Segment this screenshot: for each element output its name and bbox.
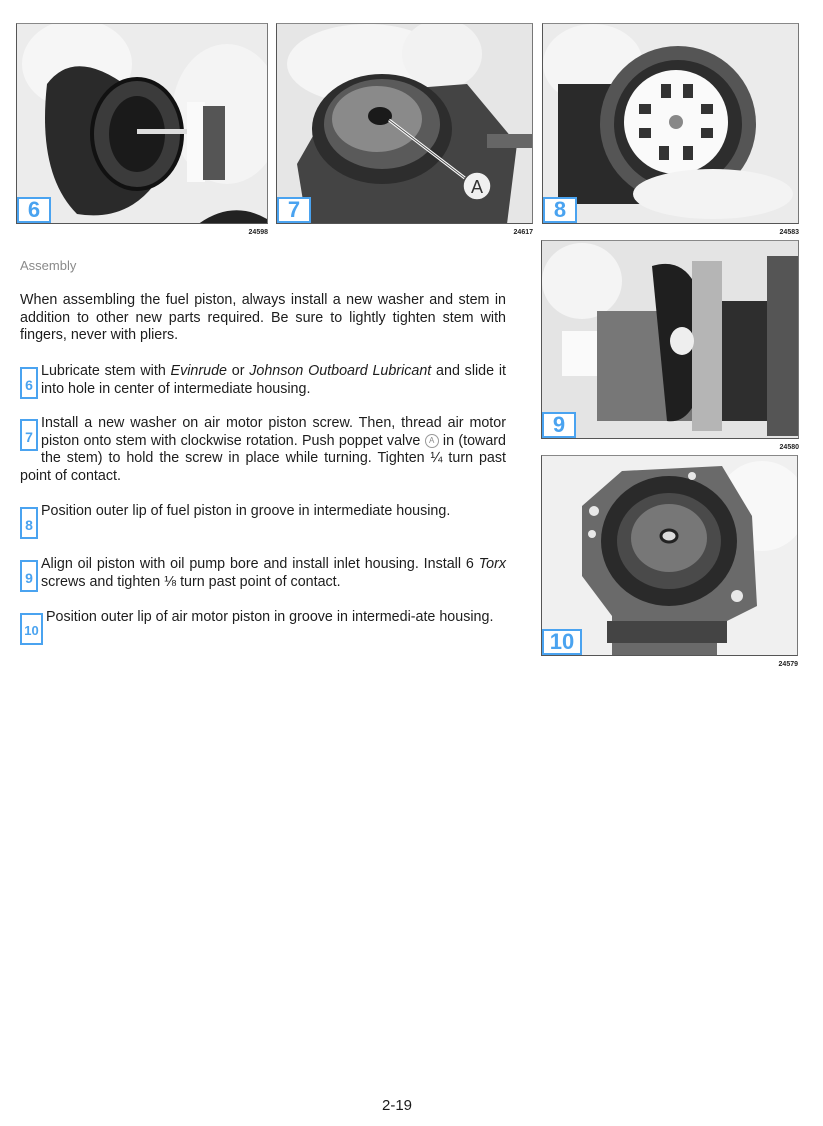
figure-badge: 10 [542,629,582,655]
figure-10-photo [541,455,798,656]
photo-fuel-piston-icon [543,24,799,224]
photo-inlet-housing-icon [542,241,799,439]
section-heading: Assembly [20,258,77,273]
figure-badge: 8 [543,197,577,223]
step-7 [20,415,506,485]
callout-a-icon: A [425,434,439,448]
step-6 [20,363,506,399]
figure-6 [16,23,268,238]
callout-a: A [470,177,484,197]
figure-10 [541,455,798,670]
figure-number: 24617 [513,229,533,236]
step-text: Position outer lip of fuel piston in groove in intermediate housing. [41,503,451,519]
figure-7-photo [276,23,533,224]
figure-number: 24579 [778,661,798,668]
step-text: Lubricate stem with Evinrude or Johnson Outboard Lubricant and slide it into hole in center of intermediate housing. [41,363,507,397]
photo-fuel-pump-stem-icon [17,24,268,224]
step-badge: 6 [20,367,38,399]
step-badge: 8 [20,507,38,539]
figure-8 [542,23,799,238]
step-badge: 7 [20,419,38,451]
figure-badge: 6 [17,197,51,223]
figure-number: 24598 [248,229,268,236]
figure-number: 24580 [779,444,799,451]
photo-air-motor-piston-icon [277,24,533,224]
figure-badge: 7 [277,197,311,223]
figure-6-photo [16,23,268,224]
figure-8-photo [542,23,799,224]
photo-intermediate-housing-icon [542,456,798,656]
figure-7 [276,23,533,238]
figure-9-photo [541,240,799,439]
step-text: Align oil piston with oil pump bore and install inlet housing. Install 6 Torx screws and tighten ⅛ turn past point of contact. [41,556,506,590]
step-10 [20,609,506,645]
step-text: Install a new washer on air motor piston screw. Then, thread air motor piston onto stem with clockwise rotation. Push poppet valve A in (toward the stem) to hold the screw in place while turning. Tighten ¼ turn past point of contact. [20,415,507,484]
figure-number: 24583 [779,229,799,236]
step-8 [20,503,506,539]
step-badge: 9 [20,560,38,592]
intro-paragraph: When assembling the fuel piston, always install a new washer and stem in addition to other new parts required. Be sure to lightly tighten stem with fingers, never with pliers. [20,292,506,343]
step-9 [20,556,506,592]
figure-9 [541,240,799,453]
step-text: Position outer lip of air motor piston in groove in intermedi-ate housing. [46,609,494,625]
step-badge: 10 [20,613,43,645]
figure-badge: 9 [542,412,576,438]
page-number: 2-19 [382,1097,413,1114]
